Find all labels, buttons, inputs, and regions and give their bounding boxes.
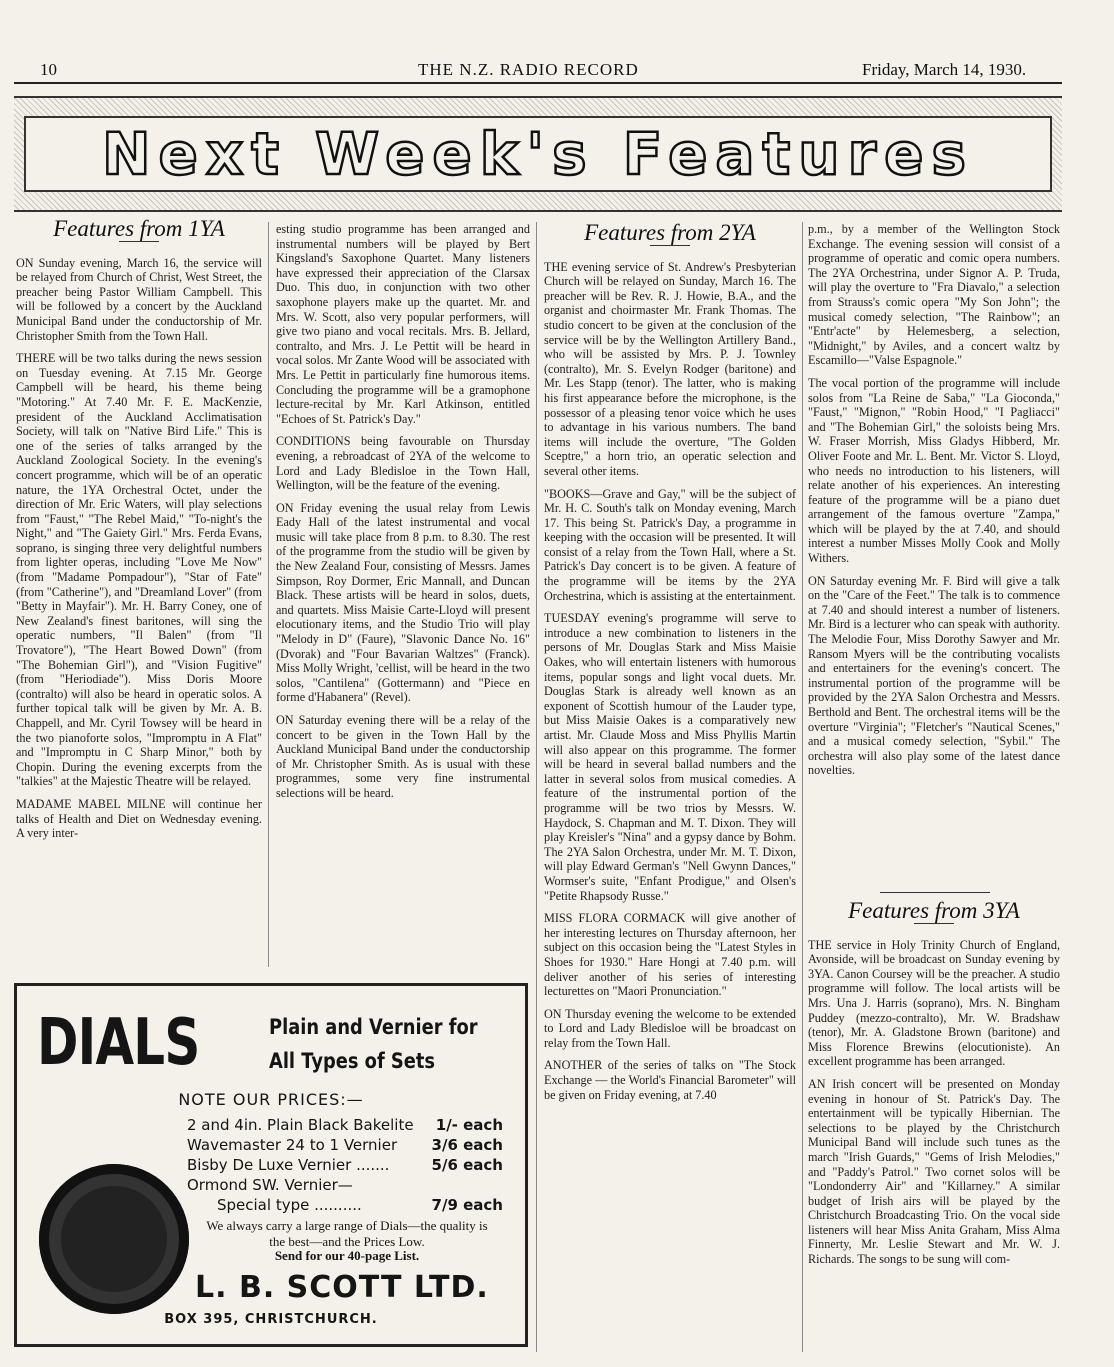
article-paragraph: CONDITIONS being favourable on Thursday evening, a rebroadcast of 2YA of the welcome to Lord and Lady Bledisloe in the Town Hall, Wellington, will be the feature of the evening. (276, 434, 530, 493)
column-1 (16, 218, 262, 968)
ad-headline-line2: All Types of Sets (269, 1049, 436, 1073)
price-row (187, 1176, 503, 1194)
price-item: Bisby De Luxe Vernier ....... (187, 1156, 390, 1174)
section-heading-1ya: Features from 1YA (53, 218, 225, 241)
banner (14, 96, 1062, 212)
page-number: 10 (40, 60, 57, 79)
price-value: 1/- each (435, 1116, 503, 1134)
price-item: 2 and 4in. Plain Black Bakelite (187, 1116, 414, 1134)
article-paragraph: ON Saturday evening there will be a relay of the concert to be given in the Town Hall by the Auckland Municipal Band under the conductorship of Mr. Christopher Smith. As is usual with these programmes, some very fine instrumental selections will be heard. (276, 713, 530, 800)
ad-headline-line1: Plain and Vernier for (269, 1015, 478, 1039)
article-paragraph: MADAME MABEL MILNE will continue her talks of Health and Diet on Wednesday evening. A very inter- (16, 796, 262, 841)
price-item: Special type .......... (217, 1196, 362, 1214)
ad-headline (269, 1010, 478, 1078)
price-row (187, 1116, 503, 1134)
price-row (187, 1136, 503, 1154)
price-value: 5/6 each (431, 1156, 503, 1174)
banner-title: Next Week's Features (101, 120, 975, 188)
article-paragraph: THE service in Holy Trinity Church of England, Avonside, will be broadcast on Sunday evening by 3YA. Canon Coursey will be the preacher. A studio programme will follow. The local artists will be Mrs. Una J. Harris (soprano), Mrs. N. Bingham Puddey (mezzo-contralto), Mr. W. Bradshaw (tenor), Mr. A. Gladstone Brown (baritone) and Miss Florence Brewins (elocutioniste). An excellent programme has been arranged. (808, 937, 1060, 1069)
ad-note: NOTE OUR PRICES:— (178, 1090, 364, 1109)
column-divider (802, 222, 803, 1352)
ad-brand: DIALS (37, 1006, 200, 1080)
article-paragraph: ON Friday evening the usual relay from Lewis Eady Hall of the latest instrumental and vocal music will take place from 8 p.m. to 8.30. The rest of the programme from the studio will be given by the New Zealand Four, consisting of Messrs. James Simpson, Roy Dormer, Eric Mannall, and Duncan Black. These artists will be heard in solos, duets, and quartets. Miss Maisie Carte-Lloyd will present elocutionary items, and the Studio Trio will play "Melody in D" (Faure), "Slavonic Dance No. 16" (Dvorak) and "Four Bavarian Waltzes" (Franck). Miss Molly Wright, 'cellist, will be heard in the two solos, "Cantilena" (Gottermann) and "Piece en forme d'Habanera" (Revel). (276, 500, 530, 705)
header-rule (14, 82, 1062, 84)
article-paragraph: The vocal portion of the programme will include solos from "La Reine de Saba," "La Gioconda," "Faust," "Mignon," "Robin Hood," "I Pagliacci" and "The Bohemian Girl," the soloists being Mrs. W. Fraser Morrish, Miss Gladys Hibberd, Mr. Oliver Foote and Mr. L. Bent. Mr. Victor S. Lloyd, who needs no introduction to his listeners, will relate another of his experiences. An interesting feature of the programme will be a piano duet arrangement of the famous overture "Zampa," which will be played by the at 7.40, and should interest a number Misses Molly Cook and Molly Withers. (808, 375, 1060, 566)
dial-icon (39, 1164, 189, 1314)
banner-frame (24, 116, 1052, 192)
article-paragraph: TUESDAY evening's programme will serve to introduce a new combination to listeners in the persons of Mr. Douglas Stark and Miss Maisie Oakes, who will entertain listeners with humorous items, popular songs and light vocal duets. Mr. Douglas Stark is already well known as an exponent of Scottish humour of the Lauder type, but Miss Maisie Oakes is a comparatively new artist. Mr. Claude Moss and Miss Phyllis Martin will also appear on this programme. The former will be heard in several ballad numbers and the latter in several solos from musical comedies. A feature of the instrumental portion of the programme will be two trios by Messrs. W. Haydock, S. Chapman and M. T. Dixon. They will play Kreisler's "Nina" and a gypsy dance by Bohm. The 2YA Salon Orchestra, under Mr. M. T. Dixon, will play Edward German's "Nell Gwynn Dances," Wormser's suite, "Enfant Prodigue," and Olsen's "Petite Rhapsody Russe." (544, 611, 796, 903)
advertisement (14, 983, 528, 1347)
article-paragraph: ON Thursday evening the welcome to be extended to Lord and Lady Bledisloe will be broadcast on relay from the Town Hall. (544, 1006, 796, 1050)
column-divider (536, 222, 537, 1352)
column-4 (808, 222, 1060, 890)
ad-stock-note: We always carry a large range of Dials—the quality is the best—and the Prices Low. (206, 1218, 488, 1249)
price-value: 3/6 each (431, 1136, 503, 1154)
price-item: Ormond SW. Vernier— (187, 1176, 353, 1194)
article-paragraph: "BOOKS—Grave and Gay," will be the subject of Mr. H. C. South's talk on Monday evening, March 17. This being St. Patrick's Day, a programme in keeping with the occasion will be presented. It will consist of a relay from the Town Hall, where a St. Patrick's Day concert is to be given. A feature of the programme will be items by the 2YA Orchestrina, which is assisting at the entertainment. (544, 486, 796, 603)
price-value: 7/9 each (431, 1196, 503, 1214)
ad-company: L. B. SCOTT LTD. (195, 1270, 489, 1305)
article-paragraph: MISS FLORA CORMACK will give another of her interesting lectures on Thursday afternoon, her subject on this occasion being the "Latest Styles in Shoes for 1930." Hare Hongi at 7.40 p.m. will deliver another of his series of interesting lecturettes on "Maori Pronunciation." (544, 911, 796, 999)
article-paragraph: AN Irish concert will be presented on Monday evening in honour of St. Patrick's Day. The entertainment will be typically Hibernian. The selections to be played by the Christchurch Municipal Band will include such tunes as the march "Irish Guards," "Gems of Irish Melodies," and "Paddy's Patrol." Two cornet solos will be "Londonderry Air" and "Killarney." A similar budget of Irish airs will be played by the Christchurch Broadcasting Trio. On the vocal side listeners will hear Miss Anita Graham, Miss Alma Finnerty, Mr. Leslie Stewart and Mr. W. J. Richards. The songs to be sung will com- (808, 1076, 1060, 1267)
column-4-3ya (808, 900, 1060, 1355)
article-paragraph: p.m., by a member of the Wellington Stock Exchange. The evening session will consist of a programme of operatic and comic opera numbers. The 2YA Orchestrina, under Signor A. P. Truda, will play the overture to "Fra Diavalo," a selection from Strauss's comic opera "My Son John"; the musical comedy selection, "The Rainbow"; an "Entr'acte" by Helemesberg, a selection, "Midnight," by Aviles, and a concert waltz by Escamillo—"Valse Espagnole." (808, 222, 1060, 368)
price-row (187, 1156, 503, 1174)
ad-address: BOX 395, CHRISTCHURCH. (164, 1312, 378, 1327)
article-paragraph: THE evening service of St. Andrew's Presbyterian Church will be relayed on Sunday, March 16. The preacher will be Rev. R. J. Howie, B.A., and the organist and choirmaster Mr. Frank Thomas. The studio concert to be given at the conclusion of the service will be by the Wellington Artillery Band., who will be assisted by Mrs. P. J. Townley (contralto), Mr. S. Evelyn Rodger (baritone) and Mr. Les Stapp (tenor). The latter, who is making his first appearance before the microphone, is the possessor of a pleasing tenor voice which he uses to advantage in his various numbers. The band items will include the overture, "The Golden Sceptre," a horn trio, an operatic selection and several other items. (544, 259, 796, 478)
ad-list-note: Send for our 40-page List. (274, 1248, 420, 1263)
article-paragraph: ANOTHER of the series of talks on "The Stock Exchange — the World's Financial Barometer" will be given on Friday evening, at 7.40 (544, 1058, 796, 1102)
article-paragraph: ON Sunday evening, March 16, the service will be relayed from Church of Christ, West Street, the preacher being Pastor William Campbell. This will be followed by a concert by the Auckland Municipal Band under the conductorship of Mr. Christopher Smith from the Town Hall. (16, 255, 262, 343)
section-heading-3ya: Features from 3YA (848, 900, 1020, 923)
article-paragraph: esting studio programme has been arranged and instrumental numbers will be played by Bert Kingsland's Saxophone Quartet. Many listeners have expressed their appreciation of the Clarsax Duo. This duo, in conjunction with two other saxophone players make up the quartet. Mr. and Mrs. W. Scott, also very popular performers, will give two piano and vocal recitals. Mrs. B. Jellard, contralto, and Mrs. J. Le Pettit will be heard in vocal solos. Mr Zante Wood will be associated with Mrs. Le Pettit in particularly fine humorous items. Concluding the programme will be a gramophone lecture-recital by Mr. Karl Atkinson, entitled "Echoes of St. Patrick's Day." (276, 222, 530, 426)
article-paragraph: THERE will be two talks during the news session on Tuesday evening. At 7.15 Mr. George Campbell will be heard, his theme being "Motoring." At 7.40 Mr. F. E. MacKenzie, president of the Auckland Acclimatisation Society, will talk on "Native Bird Life." This is one of the series of talks arranged by the Auckland Zoological Society. In the evening's concert programme, which will be of an operatic nature, the 1YA Orchestral Octet, under the direction of Mr. Eric Waters, will play selections from "Faust," "The Rebel Maid," "To-night's the Night," and "The Gaiety Girl." Mrs. Ferda Evans, soprano, is singing three very delightful numbers from lighter operas, including "Love Me Now" (from "Madame Pompadour"), "Star of Fate" (from "Catherine"), and "Dreamland Lover" (from "Betty in Mayfair"). Mr. H. Barry Coney, one of New Zealand's finest baritones, will sing the operatic numbers, "Il Balen" (from "Il Trovatore"), "The Heart Bowed Down" (from "The Bohemian Girl"), and "Vision Fugitive" (from "Heriodiade"). Miss Doris Moore (contralto) will also be heard in operatic solos. A further topical talk will be given by Mr. A. B. Chappell, and Mr. Cyril Towsey will be heard in the two pianoforte solos, "Impromptu in A Flat" and "Impromptu in C Sharp Minor," both by Chopin. During the evening excerpts from the "talkies" at the Majestic Theatre will be relayed. (16, 351, 262, 789)
price-item: Wavemaster 24 to 1 Vernier (187, 1136, 398, 1154)
column-divider (268, 222, 269, 967)
issue-date: Friday, March 14, 1930. (862, 60, 1027, 79)
section-heading-2ya: Features from 2YA (584, 222, 756, 245)
section-rule (880, 892, 990, 893)
column-3 (544, 222, 796, 1352)
publication-title: THE N.Z. RADIO RECORD (418, 60, 639, 79)
article-paragraph: ON Saturday evening Mr. F. Bird will give a talk on the "Care of the Feet." The talk is to commence at 7.40 and should interest a number of listeners. Mr. Bird is a lecturer who can speak with authority. The Melodie Four, Miss Dorothy Sawyer and Mr. Ransom Myers will be the contributing vocalists and entertainers for the evening's concert. The instrumental portion of the programme will be provided by the 2YA Salon Orchestra and Messrs. Berthold and Bent. The orchestral items will be the overture "Virginia"; "Fletcher's "Nautical Scenes," and a musical comedy selection, "Sybil." The orchestra will also play some of the latest dance novelties. (808, 573, 1060, 778)
price-row (217, 1196, 503, 1214)
column-2 (276, 222, 530, 968)
